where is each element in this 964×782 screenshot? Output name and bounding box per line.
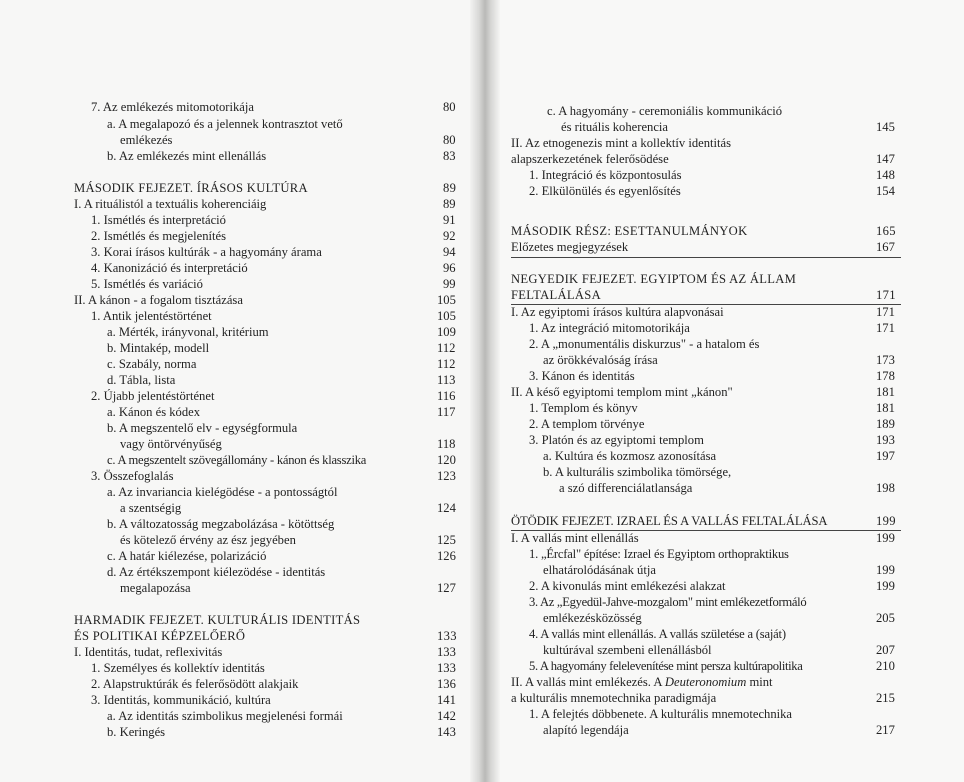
toc-entry: a. A megalapozó és a jelennek kontrasztot vető: [107, 117, 343, 131]
toc-entry: 1. Antik jelentéstörténet 105: [91, 309, 456, 323]
left-page: [0, 0, 480, 782]
section-rule: [511, 257, 901, 258]
chapter-heading: HARMADIK FEJEZET. KULTURÁLIS IDENTITÁS: [74, 613, 361, 627]
toc-entry: kultúrával szembeni ellenállásból 207: [543, 643, 895, 657]
toc-entry: a szó differenciálatlansága 198: [559, 481, 895, 495]
toc-entry: I. Identitás, tudat, reflexivitás 133: [74, 645, 456, 659]
right-page: [480, 0, 964, 782]
toc-entry: I. A vallás mint ellenállás 199: [511, 531, 895, 545]
toc-entry: a. Az invariancia kielégödése - a pontosságtól: [107, 485, 338, 499]
chapter-heading: NEGYEDIK FEJEZET. EGYIPTOM ÉS AZ ÁLLAM: [511, 272, 797, 286]
toc-entry: 2. A templom törvénye 189: [529, 417, 895, 431]
toc-entry: 2. Újabb jelentéstörténet 116: [91, 389, 456, 403]
toc-entry: 2. A „monumentális diskurzus" - a hatalom és: [529, 337, 760, 351]
toc-entry: vagy öntörvényűség 118: [120, 437, 456, 451]
toc-entry: c. A hagyomány - ceremoniális kommunikáció: [547, 104, 783, 118]
chapter-heading: MÁSODIK FEJEZET. ÍRÁSOS KULTÚRA 89: [74, 181, 457, 195]
toc-entry: d. Az értékszempont kiélezödése - identitás: [107, 565, 326, 579]
toc-entry: 1. Személyes és kollektív identitás 133: [91, 661, 456, 675]
toc-entry: 3. Kánon és identitás 178: [529, 369, 895, 383]
toc-entry: I. Az egyiptomi írásos kultúra alapvonásai 171: [511, 305, 895, 319]
toc-entry: 5. Ismétlés és variáció 99: [91, 277, 456, 291]
toc-entry: a. Kultúra és kozmosz azonosítása 197: [543, 449, 895, 463]
toc-entry: II. A késő egyiptomi templom mint „kánon" 181: [511, 385, 895, 399]
toc-entry: II. A kánon - a fogalom tisztázása 105: [74, 293, 456, 307]
toc-entry: 1. A felejtés döbbenete. A kulturális mnemotechnika: [529, 707, 793, 721]
toc-entry: 1. Templom és könyv 181: [529, 401, 895, 415]
toc-entry: 3. Összefoglalás 123: [91, 469, 456, 483]
toc-entry: b. Mintakép, modell 112: [107, 341, 456, 355]
toc-entry: 1. Az integráció mitomotorikája 171: [529, 321, 895, 335]
toc-entry: 1. Integráció és központosulás 148: [529, 168, 895, 182]
toc-entry: 1. „Ércfal" építése: Izrael és Egyiptom orthopraktikus: [529, 547, 789, 561]
toc-entry: c. Szabály, norma 112: [107, 357, 456, 371]
toc-entry: II. Az etnogenezis mint a kollektív identitás: [511, 136, 731, 150]
toc-entry: b. Az emlékezés mint ellenállás 83: [107, 149, 456, 163]
toc-entry: a. Kánon és kódex 117: [107, 405, 456, 419]
toc-entry: alapító legendája 217: [543, 723, 895, 737]
toc-entry: Előzetes megjegyzések 167: [511, 240, 895, 254]
toc-entry: 2. Alapstruktúrák és felerősödött alakjaik 136: [91, 677, 456, 691]
toc-entry: b. A kulturális szimbolika tömörsége,: [543, 465, 732, 479]
toc-entry: b. A változatosság megzabolázása - kötöttség: [107, 517, 335, 531]
toc-entry: b. A megszentelő elv - egységformula: [107, 421, 298, 435]
toc-entry: emlékezés 80: [120, 133, 456, 147]
toc-entry: 3. Korai írásos kultúrák - a hagyomány árama 94: [91, 245, 456, 259]
toc-entry: 4. A vallás mint ellenállás. A vallás születése a (saját): [529, 627, 786, 641]
chapter-heading: ÖTÖDIK FEJEZET. IZRAEL ÉS A VALLÁS FELTALÁLÁSA 199: [511, 514, 896, 528]
toc-entry: a kulturális mnemotechnika paradigmája 215: [511, 691, 895, 705]
toc-entry: 1. Ismétlés és interpretáció 91: [91, 213, 456, 227]
toc-entry: és rituális koherencia 145: [561, 120, 895, 134]
toc-entry: 5. A hagyomány felelevenítése mint persza kultúrapolitika 210: [529, 659, 895, 673]
book-gutter: [470, 0, 500, 782]
toc-entry: c. A megszentelt szövegállomány - kánon és klasszika 120: [107, 453, 456, 467]
toc-entry: a szentségig 124: [120, 501, 456, 515]
toc-entry: 2. Elkülönülés és egyenlősítés 154: [529, 184, 895, 198]
toc-entry: 3. Platón és az egyiptomi templom 193: [529, 433, 895, 447]
toc-entry: I. A rituálistól a textuális koherenciáig 89: [74, 197, 456, 211]
toc-entry: emlékezésközösség 205: [543, 611, 895, 625]
toc-entry: 4. Kanonizáció és interpretáció 96: [91, 261, 456, 275]
toc-entry: megalapozása 127: [120, 581, 456, 595]
toc-entry: a. Mérték, irányvonal, kritérium 109: [107, 325, 456, 339]
toc-entry: a. Az identitás szimbolikus megjelenési formái 142: [107, 709, 456, 723]
toc-entry: d. Tábla, lista 113: [107, 373, 456, 387]
toc-entry: alapszerkezetének felerősödése 147: [511, 152, 895, 166]
toc-entry: 3. Identitás, kommunikáció, kultúra 141: [91, 693, 456, 707]
toc-entry: c. A határ kiélezése, polarizáció 126: [107, 549, 456, 563]
part-heading: MÁSODIK RÉSZ: ESETTANULMÁNYOK 165: [511, 224, 896, 238]
chapter-heading: FELTALÁLÁSA 171: [511, 288, 896, 302]
toc-entry: 2. Ismétlés és megjelenítés 92: [91, 229, 456, 243]
toc-entry: 2. A kivonulás mint emlékezési alakzat 199: [529, 579, 895, 593]
toc-entry: és kötelező érvény az ész jegyében 125: [120, 533, 456, 547]
toc-entry: 3. Az „Egyedül-Jahve-mozgalom" mint emlékezetformáló: [529, 595, 807, 609]
toc-entry: II. A vallás mint emlékezés. A Deuteronomium mint: [511, 675, 773, 689]
toc-entry: 7. Az emlékezés mitomotorikája 80: [91, 100, 456, 114]
toc-entry: elhatárolódásának útja 199: [543, 563, 895, 577]
chapter-heading: ÉS POLITIKAI KÉPZELŐERŐ 133: [74, 629, 457, 643]
toc-entry: b. Keringés 143: [107, 725, 456, 739]
toc-entry: az örökkévalóság írása 173: [543, 353, 895, 367]
